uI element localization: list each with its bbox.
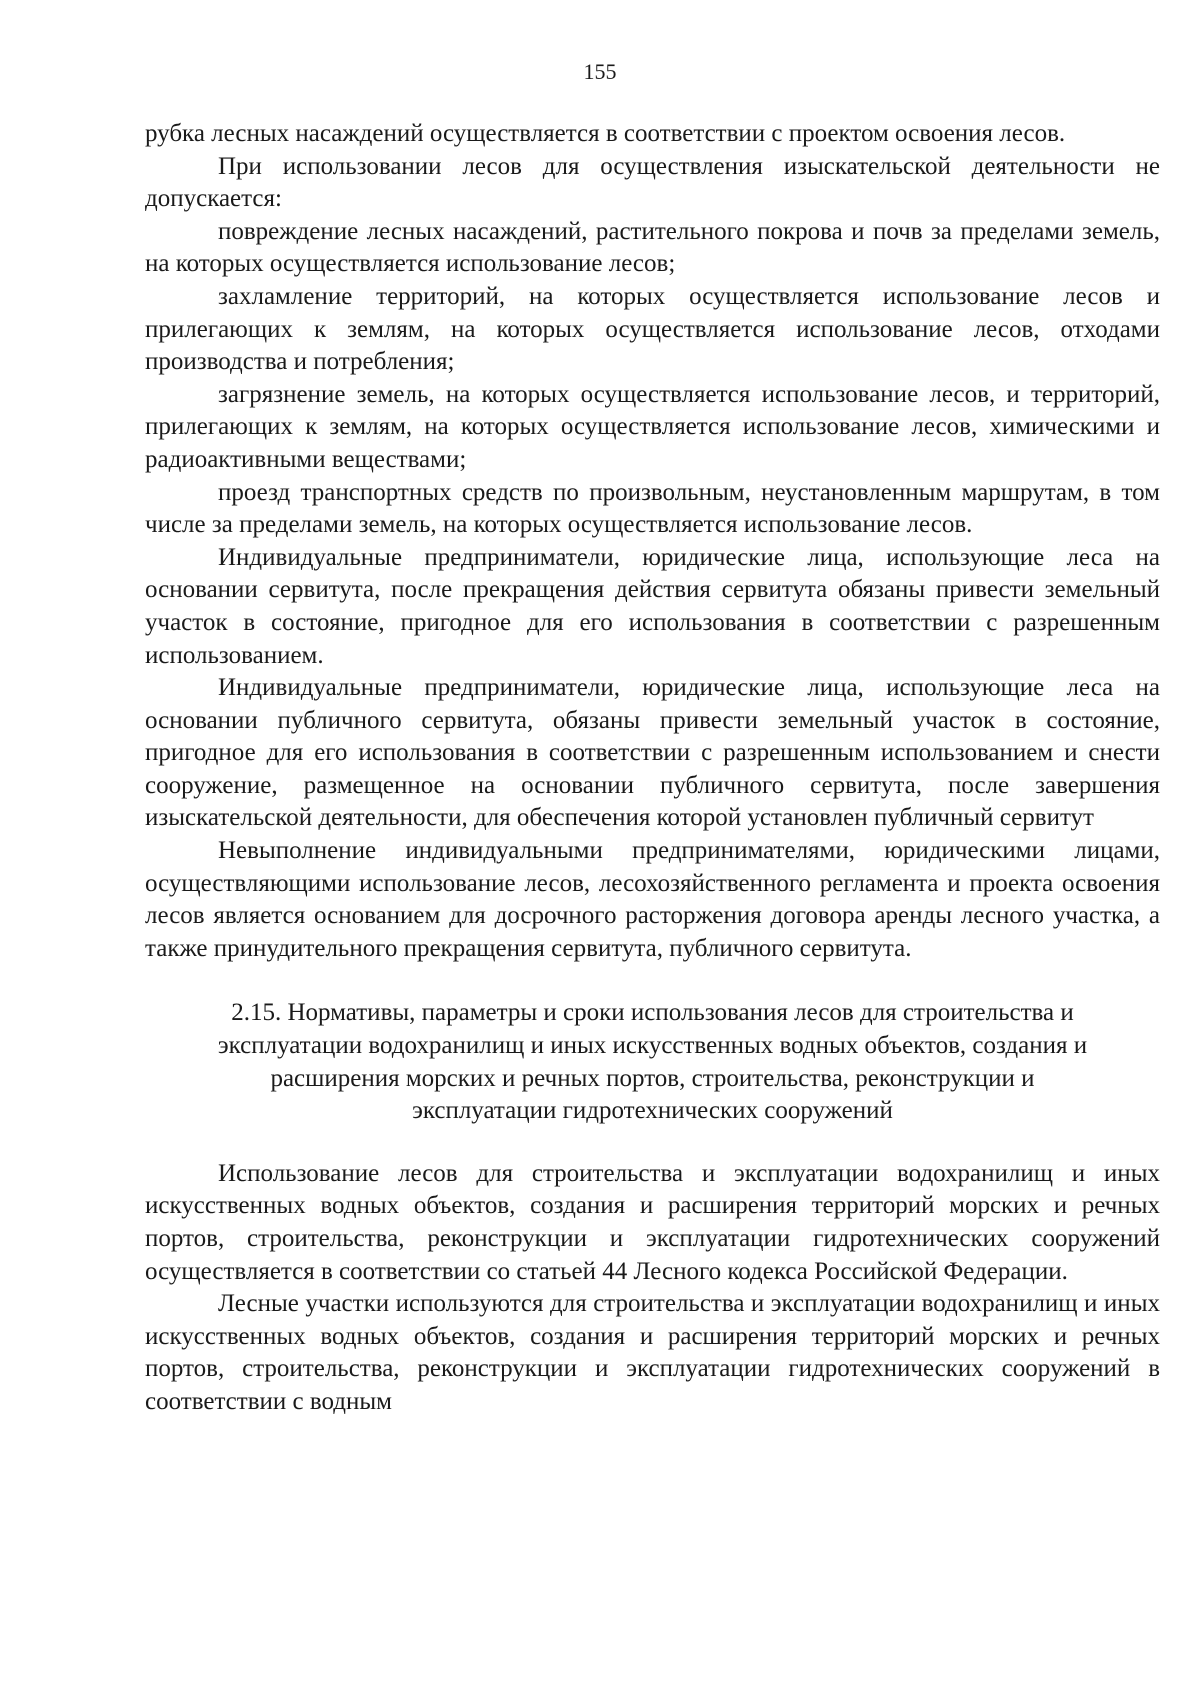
paragraph: рубка лесных насаждений осуществляется в соответствии с проектом освоения лесов. (145, 120, 1066, 147)
paragraph: Лесные участки используются для строительства и эксплуатации водохранилищ и иных искусственных водных объектов, создания и расширения территорий морских и речных портов, строительства, реконструкции и эксплуатации гидротехнических сооружений в соответствии с водным (145, 1290, 1160, 1415)
section-heading-line: эксплуатации гидротехнических сооружений (412, 1097, 893, 1125)
list-item-paragraph: повреждение лесных насаждений, растительного покрова и почв за пределами земель, на которых осуществляется использование лесов; (145, 217, 1160, 278)
list-item-paragraph: захламление территорий, на которых осуществляется использование лесов и прилегающих к землям, на которых осуществляется использование лесов, отходами производства и потребления; (145, 282, 1160, 376)
paragraph: Невыполнение индивидуальными предпринимателями, юридическими лицами, осуществляющими использование лесов, лесохозяйственного регламента и проекта освоения лесов является основанием для досрочного расторжения договора аренды лесного участка, а также принудительного прекращения сервитута, публичного сервитута. (145, 837, 1160, 962)
document-body (145, 118, 1160, 1419)
paragraph: Индивидуальные предприниматели, юридические лица, использующие леса на основании сервитута, после прекращения действия сервитута обязаны привести земельный участок в состояние, пригодное для его использования в соответствии с разрешенным использованием. (145, 543, 1160, 669)
list-item-paragraph: загрязнение земель, на которых осуществляется использование лесов, и территорий, прилегающих к землям, на которых осуществляется использование лесов, химическими и радиоактивными веществами; (145, 380, 1160, 473)
paragraph: Индивидуальные предприниматели, юридические лица, использующие леса на основании публичного сервитута, обязаны привести земельный участок в состояние, пригодное для его использования в соответствии с разрешенным использованием и снести сооружение, размещенное на основании публичного сервитута, после завершения изыскательской деятельности, для обеспечения которой установлен публичный сервитут (145, 674, 1160, 832)
section-heading-line: эксплуатации водохранилищ и иных искусственных водных объектов, создания и (217, 1032, 1088, 1060)
section-heading (159, 997, 1146, 1127)
paragraph: При использовании лесов для осуществления изыскательской деятельности не допускается: (145, 152, 1160, 213)
paragraph: Использование лесов для строительства и эксплуатации водохранилищ и иных искусственных водных объектов, создания и расширения территорий морских и речных портов, строительства, реконструкции и эксплуатации гидротехнических сооружений осуществляется в соответствии со статьей 44 Лесного кодекса Российской Федерации. (145, 1159, 1160, 1285)
list-item-paragraph: проезд транспортных средств по произвольным, неустановленным маршрутам, в том числе за пределами земель, на которых осуществляется использование лесов. (145, 478, 1160, 539)
page-number: 155 (583, 59, 617, 84)
section-heading-line: расширения морских и речных портов, строительства, реконструкции и (270, 1064, 1035, 1092)
section-heading-line: 2.15. Нормативы, параметры и сроки использования лесов для строительства и (231, 999, 1074, 1027)
